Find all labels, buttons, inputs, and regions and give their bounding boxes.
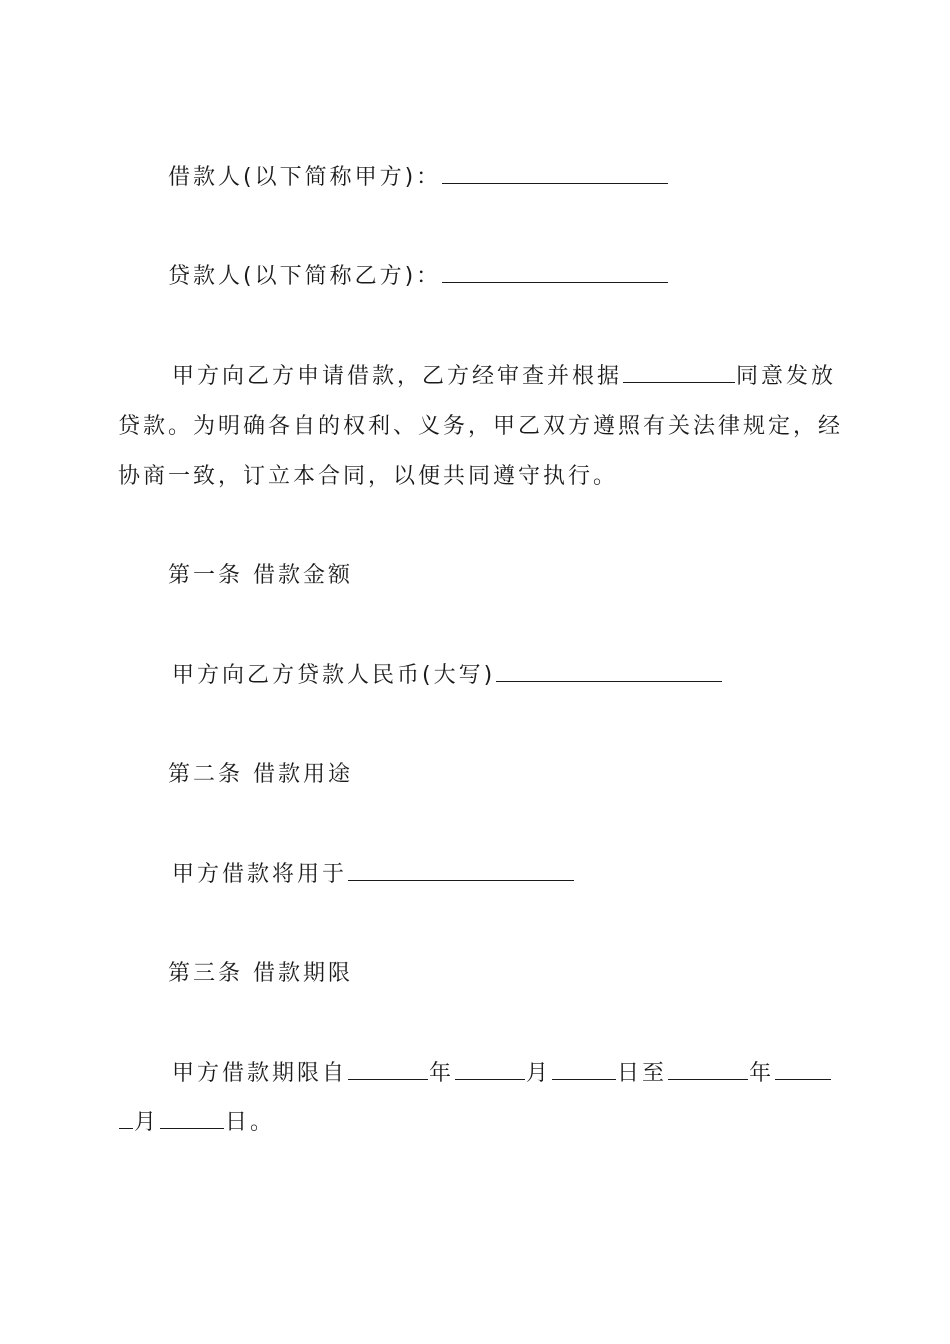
- end-month-blank-a: [775, 1059, 831, 1080]
- article3-body-1: [172, 1059, 832, 1089]
- lender-line: [168, 262, 669, 292]
- purpose-blank: [348, 860, 574, 881]
- end-year-blank: [668, 1059, 748, 1080]
- year-label: 年: [429, 1061, 455, 1086]
- article2-title: [168, 760, 353, 790]
- article1-heading: 第一条 借款金额: [168, 563, 353, 588]
- basis-blank: [623, 362, 735, 383]
- intro-text-2: 贷款。为明确各自的权利、义务，甲乙双方遵照有关法律规定，经: [118, 414, 844, 439]
- year2-label: 年: [749, 1061, 775, 1086]
- day-to-label: 日至: [617, 1061, 668, 1086]
- end-day-blank: [160, 1108, 224, 1129]
- month-label: 月: [526, 1061, 552, 1086]
- borrower-blank: [442, 163, 668, 184]
- borrower-line: [168, 163, 669, 193]
- amount-label: 甲方向乙方贷款人民币(大写): [172, 663, 496, 688]
- article3-heading: 第三条 借款期限: [168, 961, 353, 986]
- purpose-label: 甲方借款将用于: [172, 862, 348, 887]
- month2-label: 月: [134, 1110, 160, 1135]
- intro-line-2: [118, 412, 843, 442]
- intro-line-1: [172, 362, 836, 392]
- lender-blank: [442, 262, 668, 283]
- start-day-blank: [552, 1059, 616, 1080]
- article2-body: [172, 860, 575, 890]
- article3-title: [168, 959, 353, 989]
- intro-text-3: 协商一致，订立本合同，以便共同遵守执行。: [118, 464, 619, 489]
- intro-text-1a: 甲方向乙方申请借款，乙方经审查并根据: [172, 364, 623, 389]
- amount-blank: [496, 661, 722, 682]
- intro-text-1b: 同意发放: [736, 364, 837, 389]
- lender-label: 贷款人(以下简称乙方)：: [168, 264, 442, 289]
- start-month-blank: [455, 1059, 525, 1080]
- article1-body: [172, 661, 723, 691]
- borrower-label: 借款人(以下简称甲方)：: [168, 165, 442, 190]
- article3-body-2: [118, 1108, 275, 1138]
- end-month-blank-b: [119, 1108, 133, 1129]
- day-end-label: 日。: [225, 1110, 276, 1135]
- intro-line-3: [118, 462, 618, 492]
- start-year-blank: [348, 1059, 428, 1080]
- term-label: 甲方借款期限自: [172, 1061, 348, 1086]
- article2-heading: 第二条 借款用途: [168, 762, 353, 787]
- article1-title: [168, 561, 353, 591]
